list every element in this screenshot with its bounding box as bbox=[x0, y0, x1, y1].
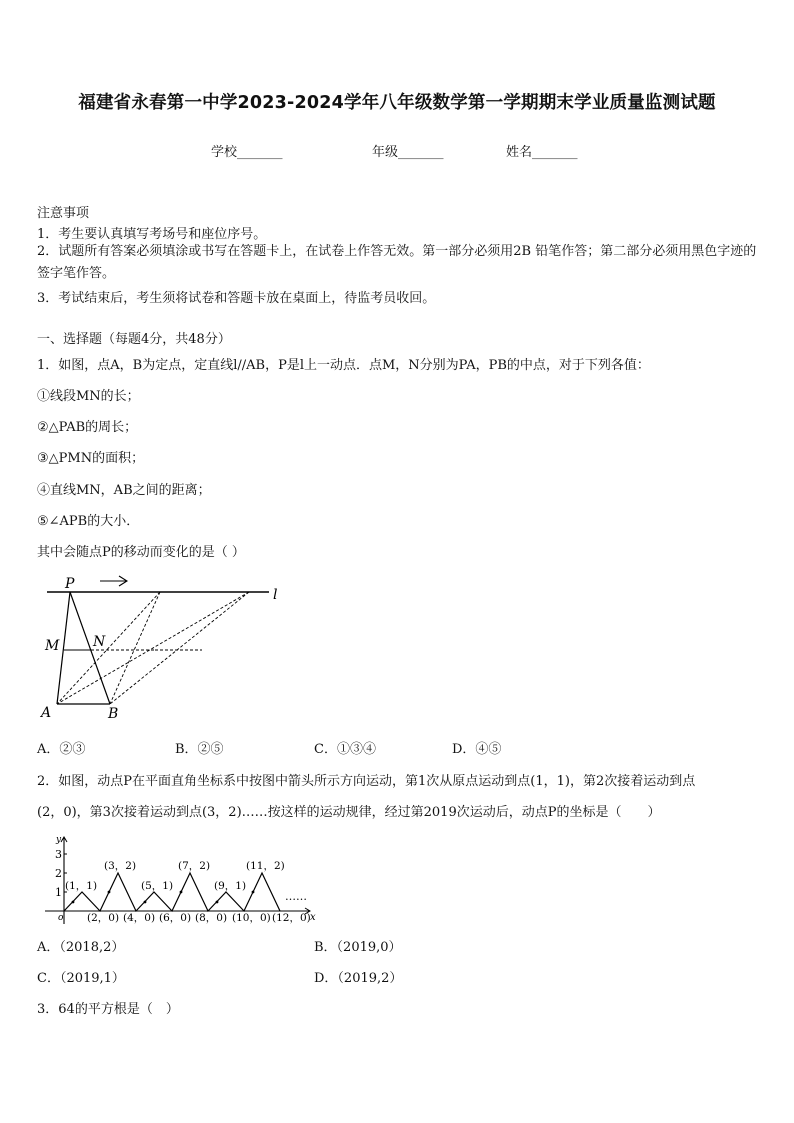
note-item-2: 2．试题所有答案必须填涂或书写在答题卡上，在试卷上作答无效。第一部分必须用2B 铅笔作答；第二部分必须用黑色字迹的签字笔作答。 bbox=[37, 244, 757, 281]
note-item-1: 1．考生要认真填写考场号和座位序号。 bbox=[37, 227, 267, 242]
peak-label-6: (11，2) bbox=[246, 860, 285, 872]
base-label-3: (6，0) bbox=[159, 912, 192, 924]
q1-item-3: ③△PMN的面积； bbox=[37, 451, 145, 466]
note-item-3: 3．考试结束后，考生须将试卷和答题卡放在桌面上，待监考员收回。 bbox=[37, 291, 436, 306]
q2-stem-line2: (2，0)，第3次接着运动到点(3，2)……按这样的运动规律，经过第2019次运动后，动点P的坐标是（ ） bbox=[37, 805, 661, 820]
label-N: N bbox=[93, 634, 106, 650]
label-M: M bbox=[45, 638, 60, 654]
q1-item-1: ①线段MN的长； bbox=[37, 389, 140, 404]
q1-item-2: ②△PAB的周长； bbox=[37, 420, 138, 435]
q1-option-d[interactable]: D．④⑤ bbox=[452, 742, 502, 757]
q1-item-5: ⑤∠APB的大小． bbox=[37, 514, 140, 529]
peak-label-1: (1，1) bbox=[65, 880, 98, 892]
q1-prompt: 其中会随点P的移动而变化的是（ ） bbox=[37, 545, 245, 560]
q1-option-c[interactable]: C．①③④ bbox=[314, 742, 376, 757]
label-P: P bbox=[65, 576, 75, 592]
q2-option-c[interactable]: C．（2019,1） bbox=[37, 971, 125, 986]
q1-item-4: ④直线MN，AB之间的距离； bbox=[37, 483, 211, 498]
q2-stem-line1: 2．如图，动点P在平面直角坐标系中按图中箭头所示方向运动，第1次从原点运动到点(1，1)，第2次接着运动到点 bbox=[37, 774, 696, 789]
notes-heading: 注意事项 bbox=[37, 206, 90, 221]
grade-field: 年级_______ bbox=[372, 145, 444, 160]
q1-stem: 1．如图，点A，B为定点，定直线l//AB，P是l上一动点．点M，N分别为PA，PB的中点，对于下列各值： bbox=[37, 358, 650, 373]
peak-label-2: (3，2) bbox=[104, 860, 137, 872]
base-label-5: (10，0) bbox=[232, 912, 271, 924]
ytick-3: 3 bbox=[55, 848, 62, 861]
q3-stem: 3．64的平方根是（ ） bbox=[37, 1002, 179, 1017]
origin-label: o bbox=[58, 913, 64, 923]
base-label-6: (12，0) bbox=[272, 912, 311, 924]
peak-label-4: (7，2) bbox=[178, 860, 211, 872]
q1-option-a[interactable]: A．②③ bbox=[37, 742, 86, 757]
q2-option-a[interactable]: A．（2018,2） bbox=[37, 940, 125, 955]
q2-figure bbox=[37, 832, 327, 928]
name-field: 姓名_______ bbox=[506, 145, 578, 160]
school-field: 学校_______ bbox=[211, 145, 283, 160]
q1-option-b[interactable]: B．②⑤ bbox=[175, 742, 224, 757]
q1-figure bbox=[37, 572, 297, 724]
peak-label-3: (5，1) bbox=[141, 880, 174, 892]
axis-y-label: y bbox=[56, 835, 62, 845]
ytick-2: 2 bbox=[55, 867, 62, 880]
base-label-2: (4，0) bbox=[123, 912, 156, 924]
section-heading: 一、选择题（每题4分，共48分） bbox=[37, 332, 231, 347]
peak-label-5: (9，1) bbox=[214, 880, 247, 892]
q2-option-b[interactable]: B．（2019,0） bbox=[314, 940, 402, 955]
label-l: l bbox=[273, 587, 278, 603]
base-label-4: (8，0) bbox=[195, 912, 228, 924]
label-A: A bbox=[41, 705, 52, 721]
q2-option-d[interactable]: D．（2019,2） bbox=[314, 971, 403, 986]
label-B: B bbox=[108, 706, 119, 722]
base-label-1: (2，0) bbox=[87, 912, 120, 924]
continuation-dots: …… bbox=[285, 890, 307, 903]
page-title: 福建省永春第一中学2023-2024学年八年级数学第一学期期末学业质量监测试题 bbox=[78, 93, 716, 113]
axis-x-label: x bbox=[310, 912, 316, 923]
ytick-1: 1 bbox=[55, 886, 62, 899]
